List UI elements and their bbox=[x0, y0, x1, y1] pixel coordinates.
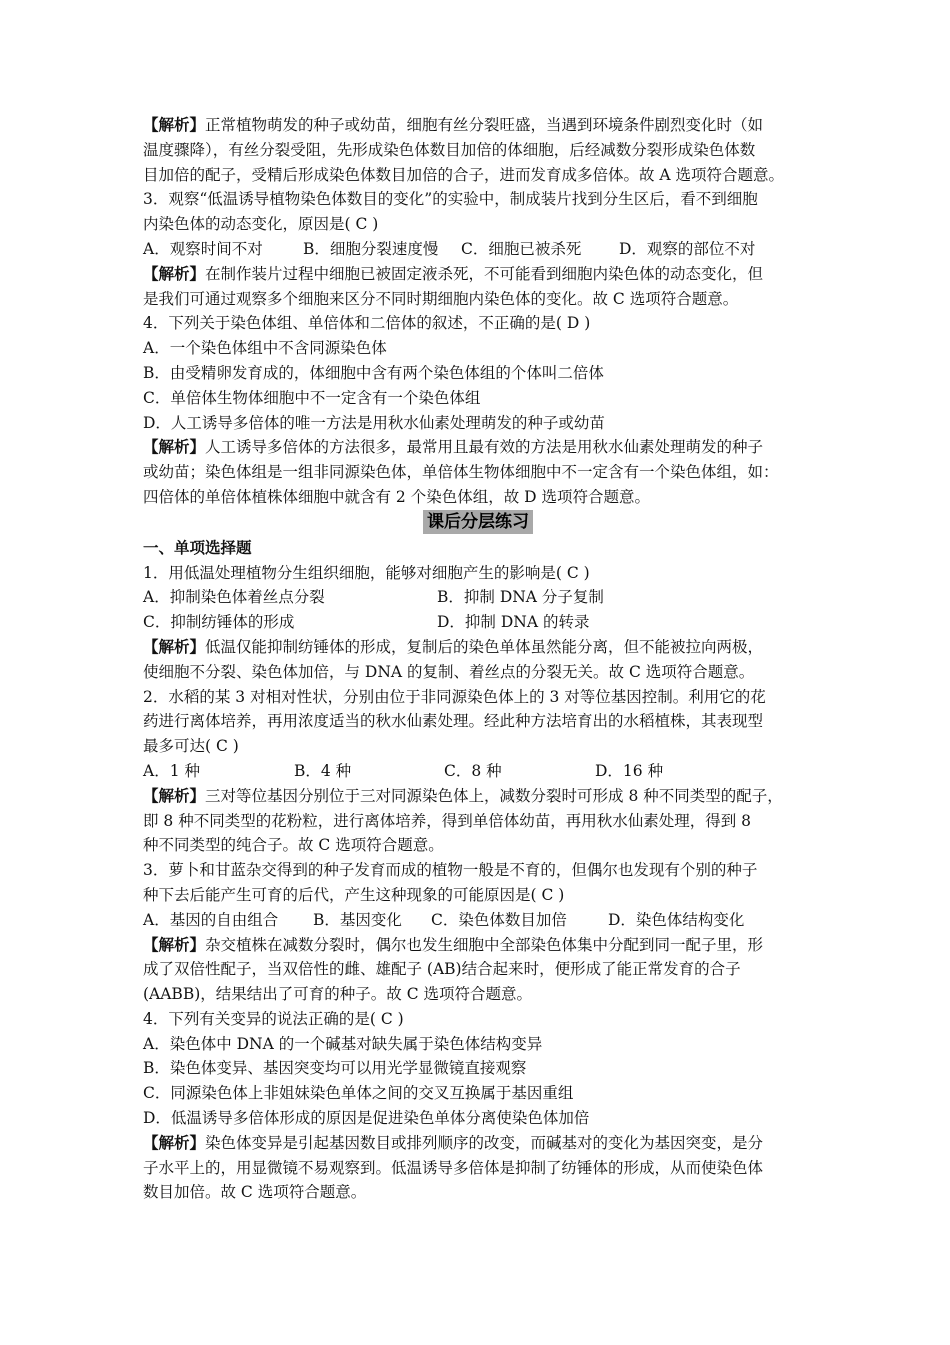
option-a: A．一个染色体组中不含同源染色体 bbox=[143, 339, 387, 358]
option-row bbox=[143, 759, 813, 784]
analysis-tag: 【解析】 bbox=[143, 1132, 206, 1152]
analysis-paragraph: 【解析】染色体变异是引起基因数目或排列顺序的改变，而碱基对的变化为基因突变，是分 bbox=[143, 1132, 764, 1152]
analysis-line: 成了双倍性配子，当双倍性的雌、雄配子 (AB)结合起来时，便形成了能正常发育的合子 bbox=[143, 960, 741, 979]
analysis-paragraph: 【解析】在制作装片过程中细胞已被固定液杀死，不可能看到细胞内染色体的动态变化，但 bbox=[143, 263, 764, 283]
analysis-line: 数目加倍。故 C 选项符合题意。 bbox=[143, 1183, 367, 1202]
option-d: D．抑制 DNA 的转录 bbox=[437, 613, 590, 632]
option-a: A．基因的自由组合 bbox=[143, 910, 279, 929]
analysis-tag: 【解析】 bbox=[143, 115, 206, 134]
question-stem: 最多可达( C ) bbox=[143, 737, 239, 756]
analysis-paragraph: 【解析】人工诱导多倍体的方法很多，最常用且最有效的方法是用秋水仙素处理萌发的种子 bbox=[143, 437, 764, 457]
question-stem: 1．用低温处理植物分生组织细胞，能够对细胞产生的影响是( C ) bbox=[143, 563, 590, 582]
analysis-tag: 【解析】 bbox=[143, 785, 206, 805]
subsection-heading: 一、单项选择题 bbox=[143, 537, 252, 557]
analysis-line: 温度骤降），有丝分裂受阻，先形成染色体数目加倍的体细胞，后经减数分裂形成染色体数 bbox=[143, 140, 756, 159]
analysis-paragraph: 【解析】正常植物萌发的种子或幼苗，细胞有丝分裂旺盛，当遇到环境条件剧烈变化时（如 bbox=[143, 115, 764, 134]
option-c: C．单倍体生物体细胞中不一定含有一个染色体组 bbox=[143, 388, 481, 407]
analysis-line: 种不同类型的纯合子。故 C 选项符合题意。 bbox=[143, 836, 444, 855]
analysis-line: (AABB)，结果结出了可育的种子。故 C 选项符合题意。 bbox=[143, 985, 532, 1004]
analysis-line: 目加倍的配子，受精后形成染色体数目加倍的合子，进而发育成多倍体。故 A 选项符合题意。 bbox=[143, 165, 785, 184]
option-c: C．抑制纺锤体的形成 bbox=[143, 613, 295, 632]
analysis-tag: 【解析】 bbox=[143, 934, 206, 954]
analysis-line: 使细胞不分裂、染色体加倍，与 DNA 的复制、着丝点的分裂无关。故 C 选项符合题意。 bbox=[143, 662, 755, 681]
option-b: B．抑制 DNA 分子复制 bbox=[437, 588, 604, 607]
analysis-paragraph: 【解析】低温仅能抑制纺锤体的形成，复制后的染色单体虽然能分离，但不能被拉向两极， bbox=[143, 636, 764, 656]
analysis-paragraph: 【解析】三对等位基因分别位于三对同源染色体上，减数分裂时可形成 8 种不同类型的配子， bbox=[143, 785, 783, 805]
option-d: D．低温诱导多倍体形成的原因是促进染色单体分离使染色体加倍 bbox=[143, 1109, 590, 1128]
analysis-tag: 【解析】 bbox=[143, 636, 206, 656]
question-stem: 内染色体的动态变化，原因是( C ) bbox=[143, 215, 379, 234]
option-b: B．基因变化 bbox=[313, 910, 402, 929]
section-title-wrap bbox=[143, 510, 813, 536]
analysis-line: 或幼苗；染色体组是一组非同源染色体，单倍体生物体细胞中不一定含有一个染色体组，如： bbox=[143, 463, 779, 482]
analysis-line: 即 8 种不同类型的花粉粒，进行离体培养，得到单倍体幼苗，再用秋水仙素处理，得到 8 bbox=[143, 811, 752, 830]
analysis-paragraph: 【解析】杂交植株在减数分裂时，偶尔也发生细胞中全部染色体集中分配到同一配子里，形 bbox=[143, 934, 764, 954]
analysis-tag: 【解析】 bbox=[143, 437, 206, 457]
question-stem: 4．下列有关变异的说法正确的是( C ) bbox=[143, 1009, 404, 1028]
analysis-line: 是我们可通过观察多个细胞来区分不同时期细胞内染色体的变化。故 C 选项符合题意。 bbox=[143, 289, 739, 308]
section-title: 课后分层练习 bbox=[423, 510, 533, 534]
option-d: D．观察的部位不对 bbox=[619, 239, 756, 258]
option-a: A．观察时间不对 bbox=[143, 239, 263, 258]
question-stem: 种下去后能产生可育的后代，产生这种现象的可能原因是( C ) bbox=[143, 885, 565, 904]
analysis-tag: 【解析】 bbox=[143, 263, 206, 283]
option-row bbox=[143, 237, 813, 262]
option-b: B．细胞分裂速度慢 bbox=[303, 239, 439, 258]
option-d: D．染色体结构变化 bbox=[608, 910, 745, 929]
question-stem: 3．观察“低温诱导植物染色体数目的变化”的实验中，制成装片找到分生区后，看不到细胞 bbox=[143, 190, 758, 209]
option-c: C．同源染色体上非姐妹染色单体之间的交叉互换属于基因重组 bbox=[143, 1084, 574, 1103]
option-b: B．染色体变异、基因突变均可以用光学显微镜直接观察 bbox=[143, 1059, 527, 1078]
option-c: C．染色体数目加倍 bbox=[431, 910, 567, 929]
option-a: A．染色体中 DNA 的一个碱基对缺失属于染色体结构变异 bbox=[143, 1034, 543, 1053]
option-row bbox=[143, 908, 813, 933]
option-row bbox=[143, 610, 813, 635]
option-b: B．4 种 bbox=[294, 761, 352, 780]
analysis-line: 子水平上的，用显微镜不易观察到。低温诱导多倍体是抑制了纺锤体的形成，从而使染色体 bbox=[143, 1158, 764, 1177]
option-a: A．抑制染色体着丝点分裂 bbox=[143, 588, 325, 607]
option-row bbox=[143, 585, 813, 610]
question-stem: 2．水稻的某 3 对相对性状，分别由位于非同源染色体上的 3 对等位基因控制。利用它的花 bbox=[143, 687, 766, 706]
option-c: C．细胞已被杀死 bbox=[461, 239, 582, 258]
option-d: D．16 种 bbox=[595, 761, 664, 780]
option-c: C．8 种 bbox=[444, 761, 502, 780]
question-stem: 药进行离体培养，再用浓度适当的秋水仙素处理。经此种方法培育出的水稻植株，其表现型 bbox=[143, 712, 764, 731]
question-stem: 4．下列关于染色体组、单倍体和二倍体的叙述，不正确的是( D ) bbox=[143, 314, 591, 333]
option-b: B．由受精卵发育成的，体细胞中含有两个染色体组的个体叫二倍体 bbox=[143, 363, 604, 382]
option-a: A．1 种 bbox=[143, 761, 200, 780]
document-page bbox=[143, 113, 813, 1205]
question-stem: 3．萝卜和甘蓝杂交得到的种子发育而成的植物一般是不育的，但偶尔也发现有个别的种子 bbox=[143, 861, 758, 880]
option-d: D．人工诱导多倍体的唯一方法是用秋水仙素处理萌发的种子或幼苗 bbox=[143, 413, 605, 432]
analysis-line: 四倍体的单倍体植株体细胞中就含有 2 个染色体组，故 D 选项符合题意。 bbox=[143, 487, 650, 506]
